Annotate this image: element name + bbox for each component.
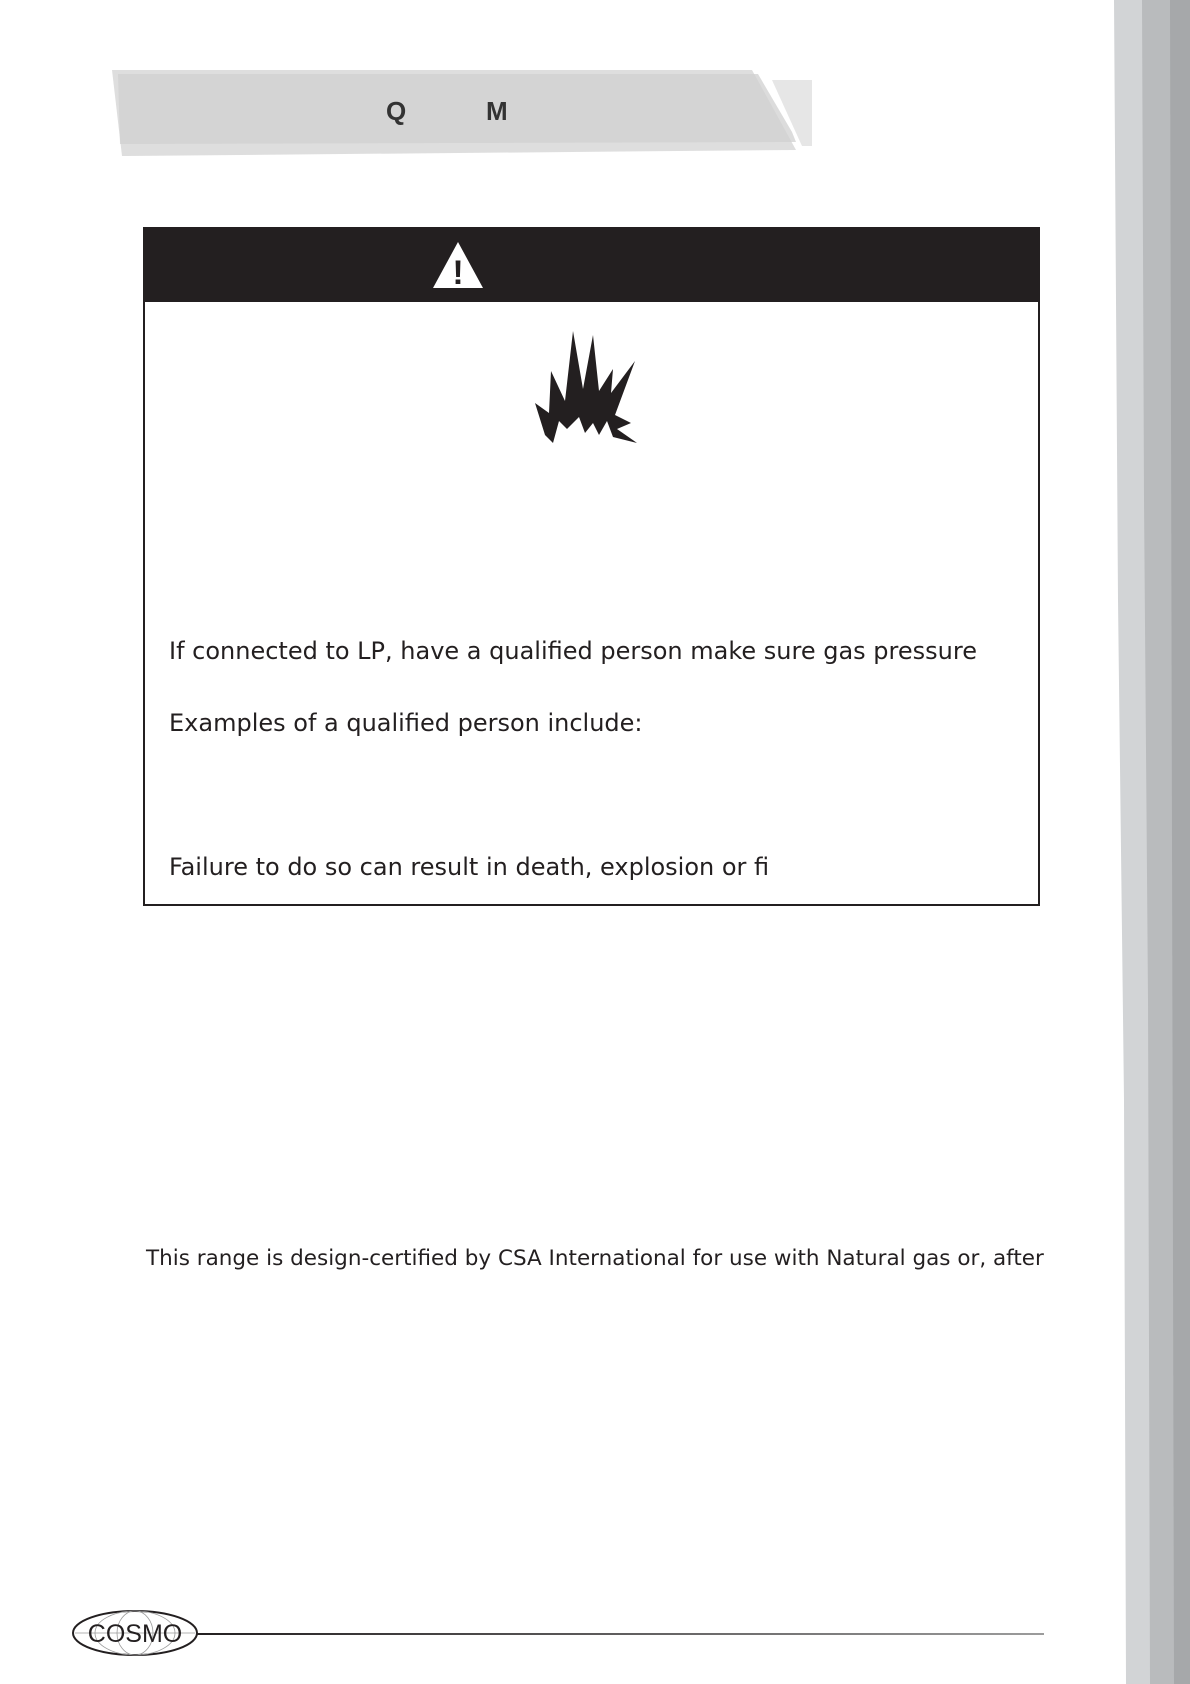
warning-text-failure-consequence: Failure to do so can result in death, explosion or fi [169,853,770,881]
explosion-icon [533,331,653,451]
page-edge-decoration [1114,0,1190,1684]
footer-rule [196,1633,1044,1635]
certification-text: This range is design-certified by CSA International for use with Natural gas or, after [146,1246,1044,1271]
section-title-part-1: Q [386,96,408,126]
warning-triangle-mark: ! [452,254,464,290]
warning-triangle-icon [431,240,485,290]
warning-text-qualified-examples: Examples of a qualified person include: [169,709,643,737]
cosmo-logo [70,1608,200,1658]
warning-text-lp-pressure: If connected to LP, have a qualified person make sure gas pressure [169,637,977,665]
warning-header-bar [145,229,1038,302]
cosmo-logo-text: COSMO [87,1620,183,1648]
warning-box [143,227,1040,906]
section-title-part-2: M [486,96,509,126]
section-title-banner [112,70,812,156]
